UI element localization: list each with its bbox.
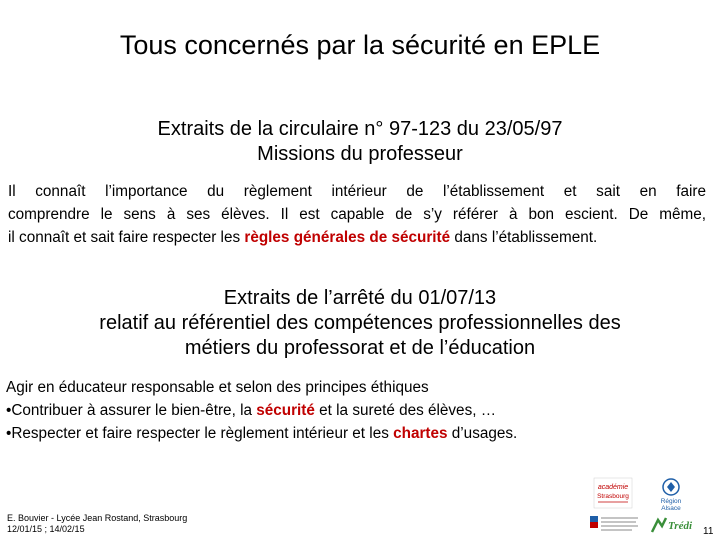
footer <box>7 513 187 535</box>
section1-para-line3 <box>8 226 706 249</box>
section1-para-line3-text: il connaît et sait faire respecter les <box>8 229 245 246</box>
footer-author: E. Bouvier - Lycée Jean Rostand, Strasbourg <box>7 513 188 523</box>
section2-list <box>6 376 706 445</box>
logos <box>582 472 698 538</box>
svg-text:Trédi: Trédi <box>667 520 693 532</box>
tredi-logo <box>648 514 698 536</box>
section1-para-line3-end: dans l’établissement. <box>450 229 598 246</box>
list-item <box>6 399 706 422</box>
ministere-logo <box>588 514 642 536</box>
highlight-regles-securite: règles générales de sécurité <box>244 229 451 246</box>
bullet2-end: d’usages. <box>447 425 518 442</box>
section2-heading-line2: relatif au référentiel des compétences professionnelles des <box>99 312 621 334</box>
footer-dates: 12/01/15 ; 14/02/15 <box>7 524 85 534</box>
svg-text:académie: académie <box>597 484 629 491</box>
bullet1-end: et la sureté des élèves, … <box>314 402 497 419</box>
section1-para-line2: comprendre le sens à ses élèves. Il est capable de s’y référer à bon escient. De même, <box>8 206 706 223</box>
section2-heading-line1: Extraits de l’arrêté du 01/07/13 <box>223 287 497 309</box>
slide-title: Tous concernés par la sécurité en EPLE <box>119 30 601 60</box>
section1-heading-line2: Missions du professeur <box>257 143 463 165</box>
region-alsace-logo <box>650 476 692 512</box>
list-item <box>6 422 706 445</box>
section2-heading-line3: métiers du professorat et de l’éducation <box>184 337 536 359</box>
section1-heading-line1: Extraits de la circulaire n° 97-123 du 23/05/97 <box>157 118 563 140</box>
svg-text:Région: Région <box>660 498 682 505</box>
highlight-chartes: chartes <box>393 425 448 442</box>
bullet1-text: •Contribuer à assurer le bien-être, la <box>6 402 257 419</box>
section1-para-line1: Il connaît l’importance du règlement intérieur de l’établissement et sait en faire <box>8 183 706 200</box>
svg-text:Strasbourg: Strasbourg <box>597 493 629 500</box>
section2-intro: Agir en éducateur responsable et selon des principes éthiques <box>6 379 429 396</box>
section1-paragraph <box>8 180 706 249</box>
section2-heading <box>0 286 720 361</box>
bullet2-text: •Respecter et faire respecter le règlement intérieur et les <box>6 425 394 442</box>
page-number: 11 <box>703 526 714 537</box>
highlight-securite: sécurité <box>256 402 315 419</box>
svg-text:Alsace: Alsace <box>661 505 681 512</box>
section1-heading <box>0 117 720 167</box>
academie-strasbourg-logo <box>592 476 634 510</box>
